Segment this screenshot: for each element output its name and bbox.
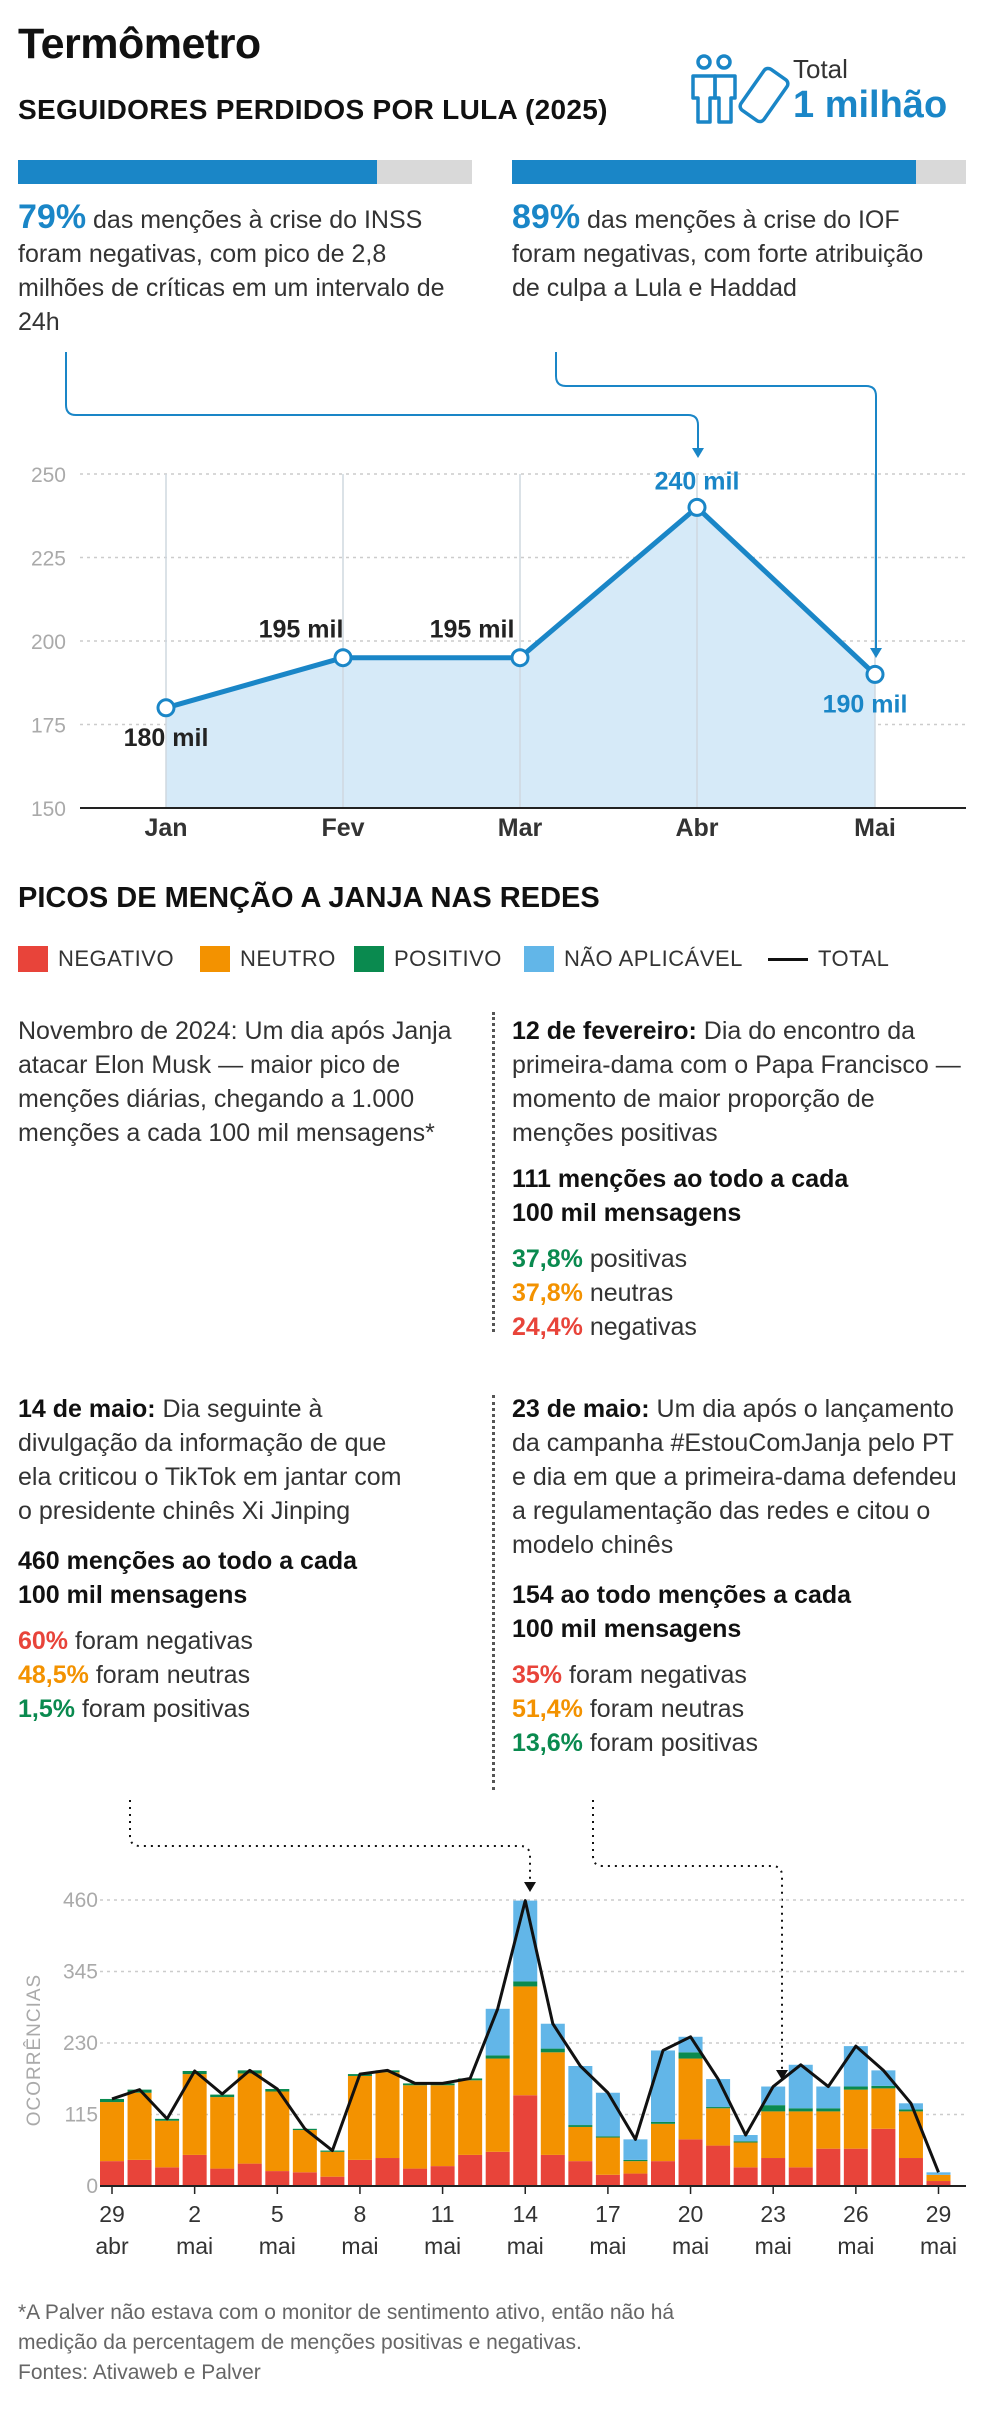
bar-segment bbox=[706, 2146, 730, 2186]
bar-segment bbox=[651, 2122, 675, 2124]
inss-pct: 79% bbox=[18, 198, 87, 236]
iof-progress-track bbox=[512, 160, 966, 184]
bar-y-tick-label: 460 bbox=[62, 1889, 98, 1912]
bar-segment bbox=[568, 2125, 592, 2127]
card-23-mai-date: 23 de maio: bbox=[512, 1395, 650, 1423]
bar-segment bbox=[816, 2108, 840, 2111]
inss-progress-track bbox=[18, 160, 472, 184]
card-divider-bottom bbox=[492, 1395, 495, 1790]
bar-segment bbox=[320, 2177, 344, 2186]
inss-arrowhead bbox=[692, 448, 704, 458]
bar-segment bbox=[403, 2169, 427, 2186]
bar-x-tick-day: 20 bbox=[677, 2201, 704, 2227]
bar-segment bbox=[568, 2161, 592, 2186]
bar-segment bbox=[623, 2139, 647, 2160]
data-label: 180 mil bbox=[123, 723, 209, 752]
bar-segment bbox=[458, 2155, 482, 2186]
bar-segment bbox=[155, 2167, 179, 2186]
inss-progress-fill bbox=[18, 160, 377, 184]
card-23-mai-total: 154 ao todo menções a cada 100 mil mensagens bbox=[512, 1581, 852, 1643]
card-divider-top bbox=[492, 1012, 495, 1332]
stat-row: 51,4% foram neutras bbox=[512, 1695, 745, 1723]
bar-segment bbox=[844, 2087, 868, 2090]
bar-segment bbox=[376, 2072, 400, 2158]
bar-segment bbox=[623, 2160, 647, 2161]
card-14-mai-connector bbox=[130, 1800, 530, 1884]
data-point bbox=[867, 666, 883, 682]
legend-positivo: POSITIVO bbox=[354, 944, 502, 974]
bar-segment bbox=[513, 1986, 537, 2095]
legend-swatch-neutro bbox=[200, 946, 230, 972]
card-12-fev-date: 12 de fevereiro: bbox=[512, 1017, 697, 1045]
data-label: 195 mil bbox=[429, 615, 515, 644]
janja-mentions-chart bbox=[0, 1790, 984, 2270]
legend-negativo: NEGATIVO bbox=[18, 944, 174, 974]
stat-row: 1,5% foram positivas bbox=[18, 1695, 251, 1723]
y-tick-label: 150 bbox=[30, 798, 66, 821]
bar-segment bbox=[623, 2161, 647, 2173]
bar-x-tick-month: mai bbox=[672, 2233, 710, 2259]
y-tick-label: 225 bbox=[30, 547, 66, 571]
bar-segment bbox=[100, 2161, 124, 2186]
data-point bbox=[158, 700, 174, 716]
bar-x-tick-day: 29 bbox=[99, 2201, 125, 2227]
bar-segment bbox=[210, 2097, 234, 2169]
bar-x-tick-month: mai bbox=[424, 2233, 462, 2259]
bar-segment bbox=[871, 2088, 895, 2128]
bar-x-tick-day: 17 bbox=[595, 2201, 621, 2227]
bar-segment bbox=[100, 2102, 124, 2161]
bar-segment bbox=[734, 2141, 758, 2142]
bar-segment bbox=[348, 2160, 372, 2186]
bar-segment bbox=[348, 2076, 372, 2160]
bar-segment bbox=[679, 2052, 703, 2058]
bar-segment bbox=[486, 2059, 510, 2152]
bar-x-tick-day: 26 bbox=[843, 2201, 869, 2227]
bar-segment bbox=[541, 2052, 565, 2155]
card-14-mai-stats bbox=[18, 1624, 408, 1726]
bar-segment bbox=[100, 2099, 124, 2102]
card-14-mai-arrowhead bbox=[524, 1882, 536, 1892]
bar-x-tick-month: mai bbox=[589, 2233, 627, 2259]
bar-segment bbox=[734, 2142, 758, 2167]
legend-swatch-negativo bbox=[18, 946, 48, 972]
bar-segment bbox=[623, 2174, 647, 2186]
stat-row: 35% foram negativas bbox=[512, 1661, 747, 1689]
bar-y-tick-label: 230 bbox=[62, 2032, 98, 2055]
legend-swatch-total bbox=[768, 958, 808, 961]
bar-x-tick-month: mai bbox=[176, 2233, 214, 2259]
card-14-mai-text: Dia seguinte à divulgação da informação de que ela criticou o TikTok em jantar com o presidente chinês Xi Jinping bbox=[18, 1395, 402, 1525]
bar-segment bbox=[403, 2085, 427, 2168]
legend-swatch-nao-aplicavel bbox=[524, 946, 554, 972]
bar-segment bbox=[651, 2050, 675, 2122]
bar-x-tick-month: mai bbox=[754, 2233, 792, 2259]
iof-progress-fill bbox=[512, 160, 916, 184]
card-nov-2024 bbox=[18, 1014, 468, 1150]
janja-section-title: PICOS DE MENÇÃO A JANJA NAS REDES bbox=[18, 882, 600, 914]
bar-segment bbox=[734, 2167, 758, 2186]
bar-y-tick-label: 115 bbox=[64, 2103, 98, 2127]
bar-x-tick-day: 8 bbox=[353, 2201, 367, 2227]
bar-segment bbox=[431, 2166, 455, 2186]
bar-segment bbox=[651, 2161, 675, 2186]
bar-segment bbox=[871, 2086, 895, 2088]
bar-segment bbox=[541, 2049, 565, 2053]
data-label: 190 mil bbox=[822, 690, 908, 719]
x-tick-label: Mai bbox=[854, 814, 896, 842]
bar-x-tick-month: mai bbox=[258, 2233, 296, 2259]
stat-row: 13,6% foram positivas bbox=[512, 1729, 758, 1757]
bar-segment bbox=[128, 2160, 152, 2186]
stat-row: 37,8% neutras bbox=[512, 1279, 674, 1307]
bar-x-tick-day: 2 bbox=[188, 2201, 202, 2227]
y-tick-label: 175 bbox=[30, 714, 66, 738]
stat-row: 60% foram negativas bbox=[18, 1627, 253, 1655]
bar-segment bbox=[706, 2107, 730, 2108]
bar-segment bbox=[899, 2110, 923, 2112]
bar-x-tick-day: 29 bbox=[925, 2201, 952, 2227]
card-14-mai-body bbox=[18, 1392, 408, 1528]
bar-segment bbox=[458, 2080, 482, 2155]
card-nov-2024-text: Novembro de 2024: Um dia após Janja atacar Elon Musk — maior pico de menções diárias, chegando a 1.000 menções a cada 100 mil mensagens* bbox=[18, 1017, 452, 1147]
bar-x-tick-day: 23 bbox=[760, 2201, 786, 2227]
x-tick-label: Mar bbox=[497, 814, 543, 842]
card-14-mai bbox=[18, 1392, 408, 1726]
data-label: 195 mil bbox=[258, 615, 344, 644]
bar-segment bbox=[128, 2093, 152, 2160]
y-tick-label: 200 bbox=[30, 631, 66, 654]
bar-segment bbox=[210, 2169, 234, 2186]
x-tick-label: Jan bbox=[144, 814, 188, 842]
bar-segment bbox=[596, 2175, 620, 2186]
bar-segment bbox=[927, 2175, 951, 2181]
card-12-fev-text: Dia do encontro da primeira-dama com o Papa Francisco — momento de maior proporção de menções positivas bbox=[512, 1017, 961, 1147]
bar-x-tick-month: mai bbox=[919, 2233, 958, 2259]
bar-x-tick-month: mai bbox=[506, 2233, 544, 2259]
card-12-fev bbox=[512, 1014, 972, 1344]
iof-pct: 89% bbox=[512, 198, 581, 236]
bar-segment bbox=[596, 2093, 620, 2137]
total-value: 1 milhão bbox=[793, 84, 948, 126]
page-title: Termômetro bbox=[18, 20, 261, 68]
bar-segment bbox=[238, 2164, 262, 2186]
bar-x-tick-day: 5 bbox=[270, 2201, 284, 2227]
bar-segment bbox=[761, 2158, 785, 2186]
inss-description: das menções à crise do INSS foram negativas, com pico de 2,8 milhões de críticas em um intervalo de 24h bbox=[18, 206, 445, 336]
stat-row: 48,5% foram neutras bbox=[18, 1661, 251, 1689]
bar-segment bbox=[596, 2138, 620, 2175]
bar-segment bbox=[596, 2136, 620, 2137]
bar-segment bbox=[927, 2172, 951, 2174]
footnote: *A Palver não estava com o monitor de sentimento ativo, então não há medição da percentagem de menções positivas e negativas. bbox=[18, 2301, 675, 2354]
bar-segment bbox=[761, 2105, 785, 2111]
card-12-fev-body bbox=[512, 1014, 972, 1150]
followers-chart bbox=[0, 340, 984, 860]
bar-y-tick-label: 0 bbox=[86, 2175, 98, 2198]
y-tick-label: 250 bbox=[30, 464, 66, 487]
legend-nao-aplicavel: NÃO APLICÁVEL bbox=[524, 944, 743, 974]
sources: Fontes: Ativaweb e Palver bbox=[18, 2361, 261, 2384]
legend-total: TOTAL bbox=[768, 944, 889, 974]
total-label: Total bbox=[793, 54, 848, 84]
data-point bbox=[512, 650, 528, 666]
inss-text bbox=[18, 200, 458, 339]
bar-segment bbox=[293, 2172, 317, 2186]
bar-segment bbox=[789, 2111, 813, 2167]
bar-segment bbox=[899, 2158, 923, 2186]
data-label: 240 mil bbox=[654, 467, 740, 496]
card-23-mai-stats bbox=[512, 1658, 972, 1760]
iof-description: das menções à crise do IOF foram negativas, com forte atribuição de culpa a Lula e Haddad bbox=[512, 206, 924, 302]
bar-segment bbox=[789, 2108, 813, 2111]
card-23-mai bbox=[512, 1392, 972, 1760]
y-axis-label: OCORRÊNCIAS bbox=[24, 1973, 45, 2127]
bar-segment bbox=[513, 1981, 537, 1986]
card-23-mai-connector bbox=[593, 1800, 782, 2072]
data-point bbox=[689, 499, 705, 515]
card-14-mai-date: 14 de maio: bbox=[18, 1395, 156, 1423]
bar-segment bbox=[844, 2149, 868, 2186]
bar-segment bbox=[706, 2108, 730, 2145]
card-23-mai-text: Um dia após o lançamento da campanha #EstouComJanja pelo PT e dia em que a primeira-dama defendeu a regulamentação das redes e citou o modelo chinês bbox=[512, 1395, 957, 1559]
x-tick-label: Fev bbox=[321, 814, 365, 842]
bar-segment bbox=[513, 2095, 537, 2186]
bar-x-tick-day: 14 bbox=[512, 2201, 539, 2227]
bar-x-tick-day: 11 bbox=[430, 2201, 455, 2227]
stat-row: 24,4% negativas bbox=[512, 1313, 697, 1341]
bar-x-tick-month: mai bbox=[341, 2233, 379, 2259]
legend-swatch-positivo bbox=[354, 946, 384, 972]
bar-segment bbox=[816, 2149, 840, 2186]
data-point bbox=[335, 650, 351, 666]
bar-segment bbox=[320, 2152, 344, 2177]
bar-segment bbox=[761, 2111, 785, 2158]
bar-segment bbox=[155, 2121, 179, 2168]
x-tick-label: Abr bbox=[675, 814, 719, 842]
bar-segment bbox=[789, 2167, 813, 2186]
bar-segment bbox=[183, 2155, 207, 2186]
bar-segment bbox=[679, 2059, 703, 2140]
inss-connector-arrow bbox=[66, 352, 698, 452]
iof-text bbox=[512, 200, 952, 305]
card-12-fev-total: 111 menções ao todo a cada 100 mil mensagens bbox=[512, 1165, 849, 1227]
card-23-mai-body bbox=[512, 1392, 972, 1562]
stat-row: 37,8% positivas bbox=[512, 1245, 688, 1273]
bar-segment bbox=[816, 2087, 840, 2109]
bar-segment bbox=[568, 2127, 592, 2161]
bar-segment bbox=[871, 2129, 895, 2186]
bar-segment bbox=[376, 2158, 400, 2186]
bar-segment bbox=[486, 2152, 510, 2186]
iof-arrowhead bbox=[870, 648, 882, 658]
card-12-fev-stats bbox=[512, 1242, 972, 1344]
bar-x-tick-month: abr bbox=[95, 2233, 129, 2259]
bar-segment bbox=[651, 2124, 675, 2161]
bar-x-tick-month: mai bbox=[837, 2233, 875, 2259]
bar-segment bbox=[238, 2073, 262, 2163]
bar-segment bbox=[816, 2111, 840, 2148]
page-subtitle: SEGUIDORES PERDIDOS POR LULA (2025) bbox=[18, 94, 608, 125]
bar-segment bbox=[431, 2085, 455, 2166]
bar-segment bbox=[679, 2139, 703, 2186]
card-14-mai-total: 460 menções ao todo a cada 100 mil mensagens bbox=[18, 1547, 358, 1609]
people-phone-icon bbox=[688, 52, 794, 128]
bar-segment bbox=[844, 2090, 868, 2149]
footer bbox=[18, 2298, 748, 2388]
bar-y-tick-label: 345 bbox=[62, 1960, 98, 1984]
legend-neutro: NEUTRO bbox=[200, 944, 336, 974]
bar-segment bbox=[486, 2055, 510, 2058]
bar-segment bbox=[541, 2155, 565, 2186]
bar-segment bbox=[899, 2111, 923, 2158]
bar-segment bbox=[265, 2171, 289, 2186]
